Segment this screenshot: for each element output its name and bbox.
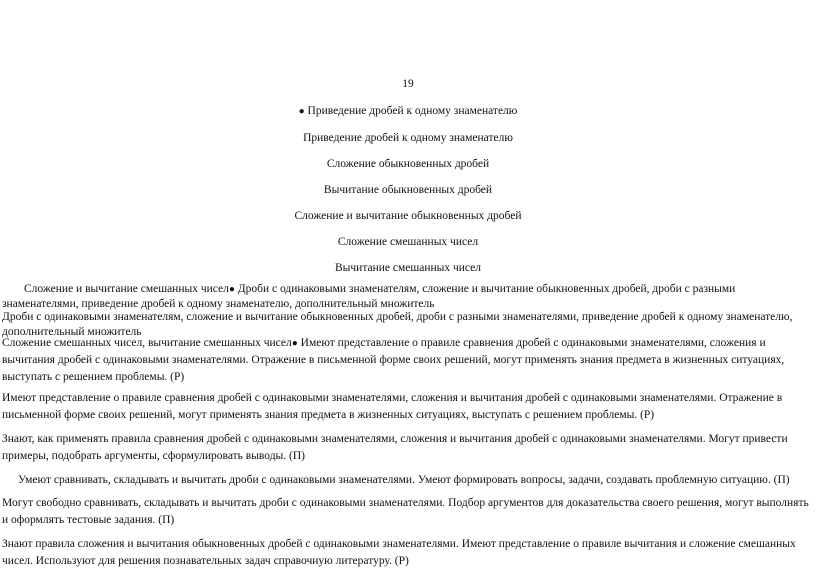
paragraph: Могут свободно сравнивать, складывать и вычитать дроби с одинаковыми знаменателями. Подбор аргументов для доказательства своего решения, могут выполнять и оформлять тестовые задания. (П) — [2, 497, 809, 526]
paragraph-text: Имеют представление о правиле сравнения дробей с одинаковыми знаменателями, сложения и вычитания дробей с одинаковыми знаменателями. Отражение в письменной форме своих решений, могут применять знания предмета в жизненных ситуациях, выступать с решением проблемы. (Р) — [2, 337, 785, 383]
topic-bulleted — [0, 104, 816, 119]
paragraph: Знают правила сложения и вычитания обыкновенных дробей с одинаковыми знаменателями. Имеют представление о правиле вычитания и сложение смешанных чисел. Используют для решения познавательных задач справочную литературу. (Р) — [2, 538, 796, 567]
paragraph-text: Дроби с одинаковыми знаменателям, сложение и вычитание обыкновенных дробей, дроби с разными знаменателями, приведение дробей к одному знаменателю, дополнительный множитель — [2, 283, 736, 310]
topic: Сложение смешанных чисел — [337, 236, 479, 248]
page-number: 19 — [402, 78, 414, 90]
bullet-icon: ● — [228, 284, 235, 295]
topic: Сложение обыкновенных дробей — [326, 158, 490, 170]
topic: Сложение и вычитание обыкновенных дробей — [294, 210, 522, 222]
paragraph: Умеют сравнивать, складывать и вычитать дроби с одинаковыми знаменателями. Умеют формировать вопросы, задачи, создавать проблемную ситуацию. (П) — [18, 474, 790, 486]
topic: Приведение дробей к одному знаменателю — [303, 132, 513, 144]
paragraph — [2, 335, 810, 386]
bullet-icon: ● — [298, 106, 305, 117]
topic-text: Приведение дробей к одному знаменателю — [307, 105, 518, 117]
paragraph: Знают, как применять правила сравнения дробей с одинаковыми знаменателями, сложения и вычитания дробей с одинаковыми знаменателями. Могут привести примеры, подобрать аргументы, сформулировать выводы. (П) — [2, 433, 788, 462]
paragraph-topic: Сложение смешанных чисел, вычитание смешанных чисел — [2, 337, 292, 349]
bullet-icon: ● — [291, 338, 298, 349]
paragraph-topic: Сложение и вычитание смешанных чисел — [24, 283, 229, 295]
paragraph: Дроби с одинаковыми знаменателям, сложение и вычитание обыкновенных дробей, дроби с разными знаменателями, приведение дробей к одному знаменателю, дополнительный множитель — [2, 311, 793, 338]
topic: Вычитание смешанных чисел — [334, 262, 482, 274]
paragraph — [2, 282, 810, 312]
paragraph: Имеют представление о правиле сравнения дробей с одинаковыми знаменателями, сложения и вычитания дробей с одинаковыми знаменателями. Отражение в письменной форме своих решений, могут применять знания предмета в жизненных ситуациях, выступать с решением проблемы. (Р) — [2, 392, 783, 421]
topic: Вычитание обыкновенных дробей — [323, 184, 493, 196]
